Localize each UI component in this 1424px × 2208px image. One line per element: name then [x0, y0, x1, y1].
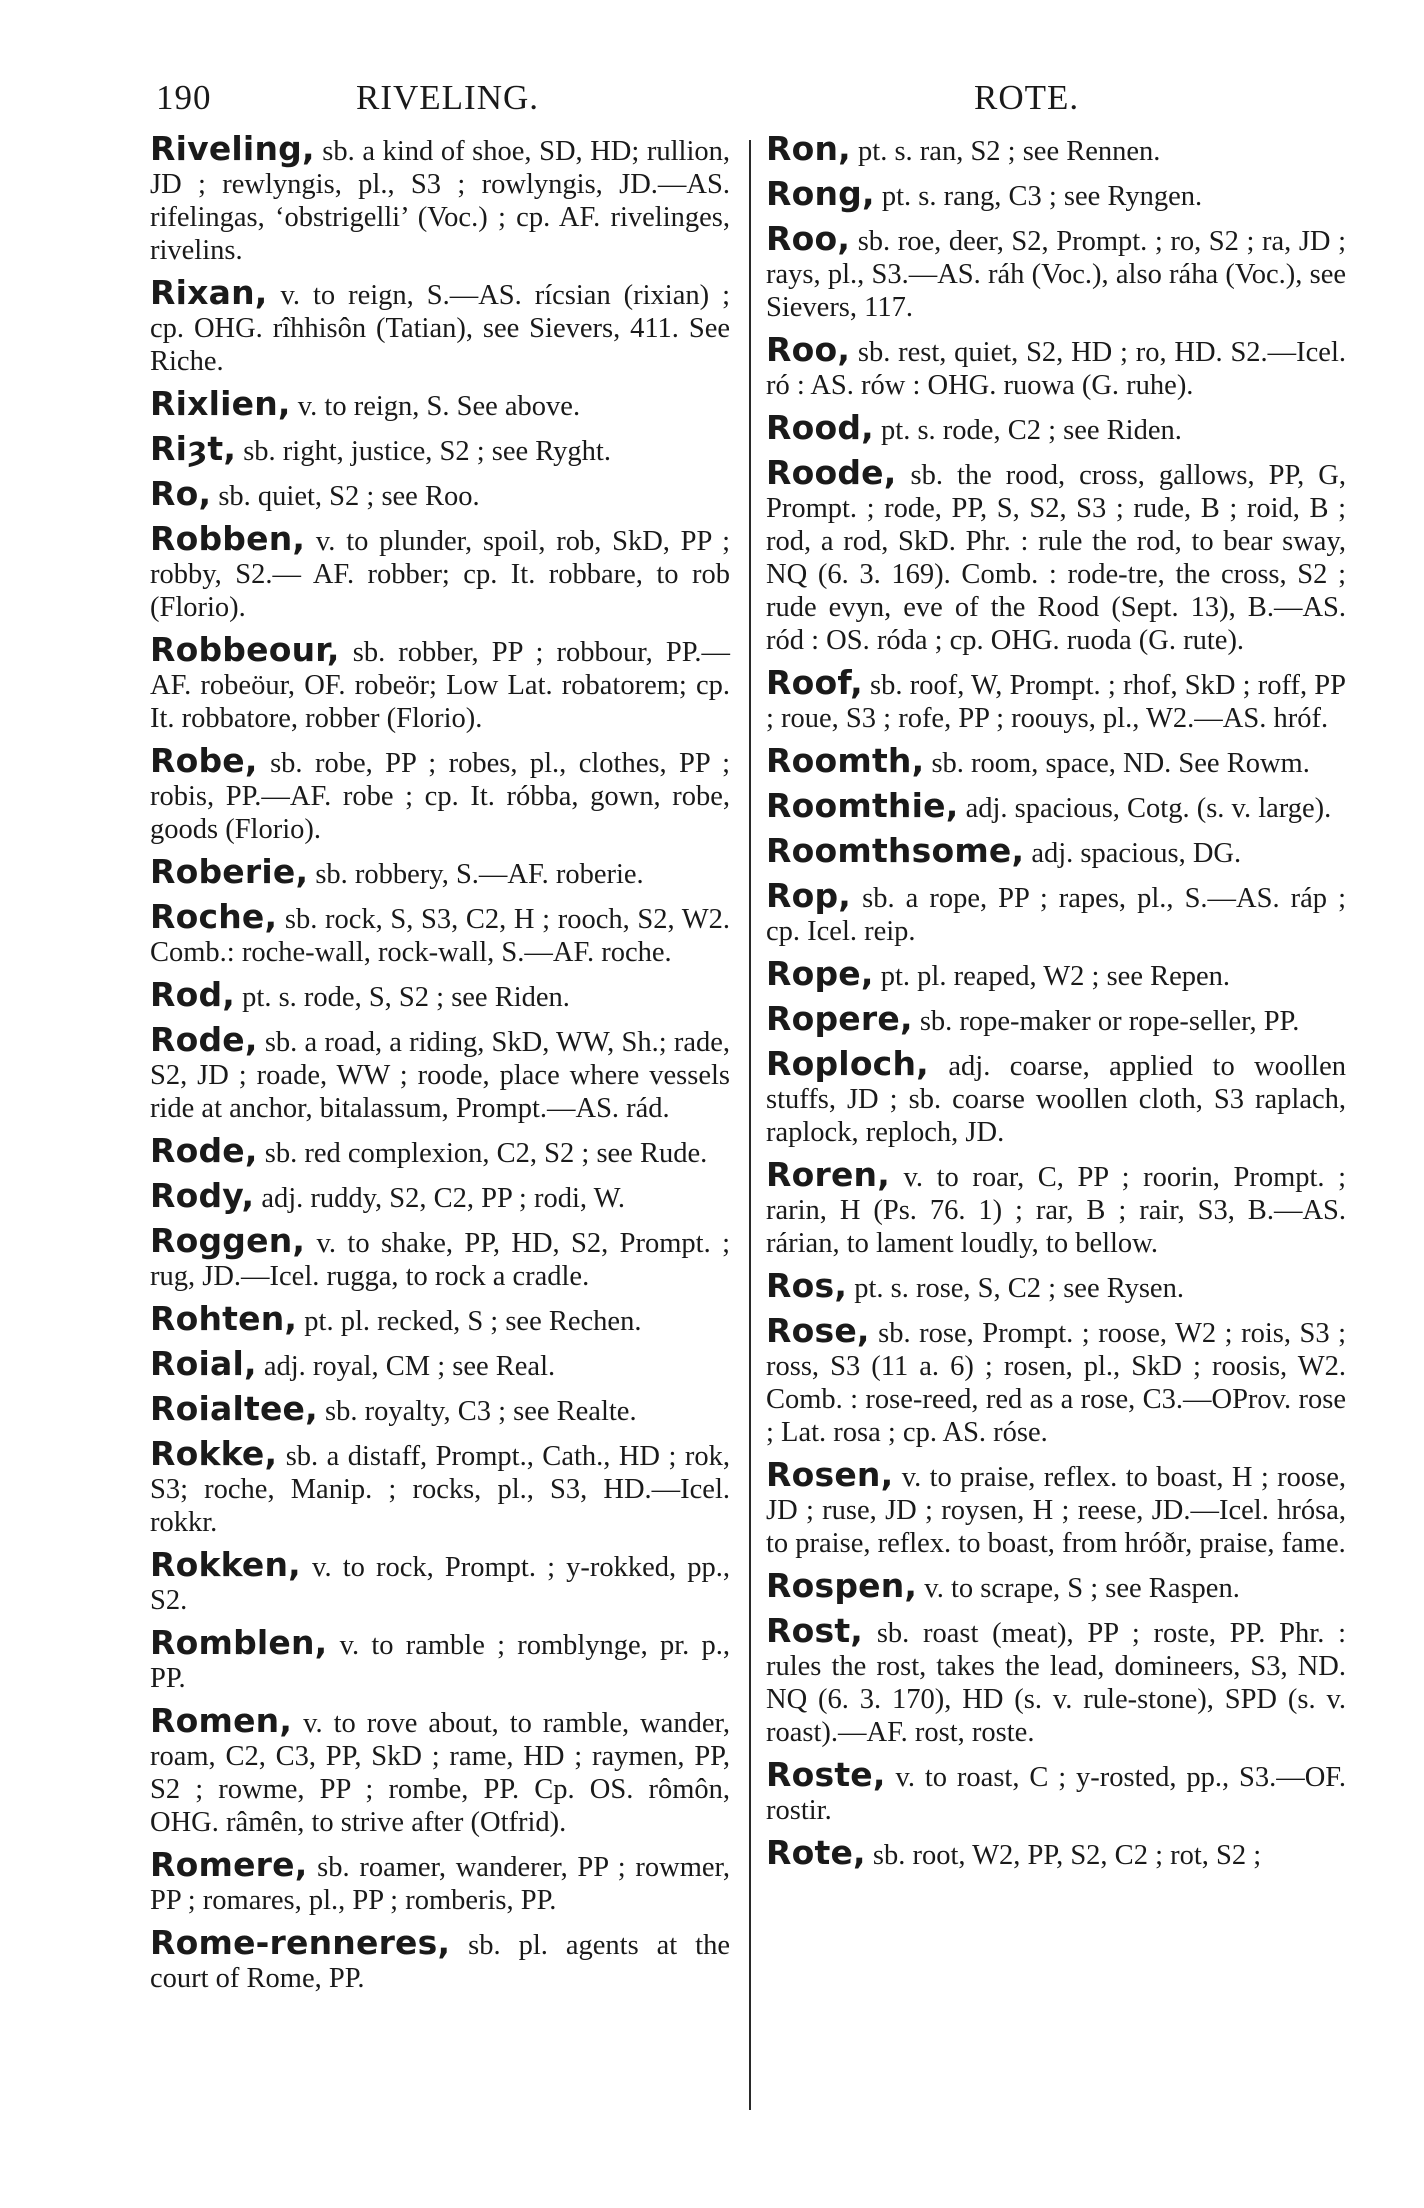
entry-definition: sb. right, justice, S2 ; see Ryght.: [243, 436, 611, 467]
entry-definition: sb. a road, a riding, SkD, WW, Sh.; rade, S2, JD ; roade, WW ; roode, place where vessels ride at anchor, bitalassum, Prompt.—AS. rád.: [150, 1027, 730, 1124]
entry-headword: Rood,: [766, 408, 874, 447]
entry-headword: Rope,: [766, 954, 874, 993]
entry-definition: sb. room, space, ND. See Rowm.: [931, 748, 1310, 779]
entry-headword: Roste,: [766, 1755, 886, 1794]
entry-headword: Rode,: [150, 1020, 258, 1059]
entry-headword: Rop,: [766, 876, 852, 915]
dictionary-entry: [766, 129, 1346, 168]
entry-definition: v. to roar, C, PP ; roorin, Prompt. ; rarin, H (Ps. 76. 1) ; rar, B ; rair, S3, B.—AS. rárian, to lament loudly, to bellow.: [766, 1162, 1347, 1259]
dictionary-entry: [766, 1455, 1347, 1560]
entry-headword: Roren,: [766, 1155, 890, 1194]
dictionary-entry: [150, 741, 731, 846]
dictionary-entry: [150, 474, 730, 513]
entry-headword: Roploch,: [766, 1044, 929, 1083]
right-column: [766, 129, 1347, 1881]
header-left-guide-word: RIVELING.: [356, 78, 539, 117]
dictionary-entry: [766, 831, 1346, 870]
entry-definition: pt. pl. reaped, W2 ; see Repen.: [880, 961, 1231, 992]
entry-definition: sb. rope-maker or rope-seller, PP.: [919, 1006, 1300, 1037]
dictionary-entry: [150, 975, 730, 1014]
dictionary-entry: [766, 741, 1346, 780]
entry-headword: Rote,: [766, 1833, 866, 1872]
dictionary-entry: [150, 1623, 731, 1695]
dictionary-entry: [766, 876, 1347, 948]
entry-headword: Roggen,: [150, 1221, 306, 1260]
entry-definition: v. to reign, S. See above.: [297, 391, 581, 422]
dictionary-entry: [766, 408, 1346, 447]
column-divider: [749, 140, 751, 2110]
dictionary-entry: [766, 219, 1347, 324]
dictionary-entry: [150, 1701, 730, 1839]
entry-definition: v. to shake, PP, HD, S2, Prompt. ; rug, JD.—Icel. rugga, to rock a cradle.: [150, 1228, 730, 1292]
dictionary-entry: [150, 519, 730, 624]
entry-definition: pt. s. rang, C3 ; see Ryngen.: [881, 181, 1203, 212]
entry-headword: Romere,: [150, 1845, 308, 1884]
entry-headword: Roial,: [150, 1344, 257, 1383]
entry-definition: adj. coarse, applied to woollen stuffs, JD ; sb. coarse woollen cloth, S3 raplach, raplock, reploch, JD.: [766, 1051, 1346, 1148]
entry-headword: Ro,: [150, 474, 212, 513]
entry-headword: Roo,: [766, 219, 851, 258]
entry-definition: sb. roe, deer, S2, Prompt. ; ro, S2 ; ra, JD ; rays, pl., S3.—AS. ráh (Voc.), also ráha (Voc.), see Sievers, 117.: [766, 226, 1347, 323]
entry-headword: Romblen,: [150, 1623, 328, 1662]
dictionary-entry: [766, 1266, 1346, 1305]
entry-headword: Rokke,: [150, 1434, 278, 1473]
entry-definition: v. to roast, C ; y-rosted, pp., S3.—OF. rostir.: [766, 1762, 1346, 1826]
dictionary-entry: [150, 1176, 730, 1215]
entry-headword: Riȝt,: [150, 429, 237, 468]
entry-headword: Rokken,: [150, 1545, 301, 1584]
dictionary-entry: [150, 897, 730, 969]
entry-definition: sb. roast (meat), PP ; roste, PP. Phr. : rules the rost, takes the lead, domineers, S3, ND. NQ (6. 3. 170), HD (s. v. rule-stone), SPD (s. v. roast).—AF. rost, roste.: [766, 1618, 1346, 1748]
dictionary-entry: [766, 1311, 1346, 1449]
dictionary-entry: [766, 453, 1346, 657]
entry-headword: Rody,: [150, 1176, 255, 1215]
entry-definition: pt. pl. recked, S ; see Rechen.: [304, 1306, 642, 1337]
entry-definition: v. to rock, Prompt. ; y-rokked, pp., S2.: [150, 1552, 731, 1616]
entry-headword: Roof,: [766, 663, 863, 702]
entry-definition: adj. spacious, DG.: [1031, 838, 1242, 869]
entry-definition: v. to praise, reflex. to boast, H ; roose, JD ; ruse, JD ; roysen, H ; reese, JD.—Icel. hrósa, to praise, reflex. to boast, from hróðr, praise, fame.: [766, 1462, 1347, 1559]
entry-headword: Rome-renneres,: [150, 1923, 451, 1962]
entry-headword: Ros,: [766, 1266, 848, 1305]
entry-headword: Rong,: [766, 174, 875, 213]
entry-headword: Roialtee,: [150, 1389, 318, 1428]
entry-headword: Ron,: [766, 129, 851, 168]
entry-definition: sb. pl. agents at the court of Rome, PP.: [150, 1930, 730, 1994]
dictionary-entry: [150, 1344, 730, 1383]
entry-headword: Rixan,: [150, 273, 268, 312]
entry-definition: v. to reign, S.—AS. rícsian (rixian) ; cp. OHG. rîhhisôn (Tatian), see Sievers, 411. See Riche.: [150, 280, 730, 377]
dictionary-entry: [150, 1434, 730, 1539]
entry-headword: Rost,: [766, 1611, 864, 1650]
dictionary-entry: [150, 630, 731, 735]
entry-headword: Rospen,: [766, 1566, 918, 1605]
entry-definition: v. to rove about, to ramble, wander, roam, C2, C3, PP, SkD ; rame, HD ; raymen, PP, S2 ; rowme, PP ; rombe, PP. Cp. OS. rômôn, OHG. râmên, to strive after (Otfrid).: [150, 1708, 730, 1838]
dictionary-entry: [150, 1845, 730, 1917]
entry-headword: Roode,: [766, 453, 897, 492]
entry-headword: Rose,: [766, 1311, 870, 1350]
dictionary-entry: [766, 1044, 1346, 1149]
entry-definition: sb. royalty, C3 ; see Realte.: [324, 1396, 637, 1427]
entry-definition: sb. robber, PP ; robbour, PP.—AF. robeöur, OF. robeör; Low Lat. robatorem; cp. It. robbatore, robber (Florio).: [150, 637, 731, 734]
dictionary-entry: [150, 1923, 730, 1995]
entry-definition: sb. red complexion, C2, S2 ; see Rude.: [264, 1138, 708, 1169]
entry-headword: Romen,: [150, 1701, 293, 1740]
entry-headword: Roche,: [150, 897, 278, 936]
entry-definition: adj. spacious, Cotg. (s. v. large).: [965, 793, 1332, 824]
entry-definition: sb. a distaff, Prompt., Cath., HD ; rok, S3; roche, Manip. ; rocks, pl., S3, HD.—Icel. rokkr.: [150, 1441, 730, 1538]
dictionary-entry: [150, 1131, 730, 1170]
dictionary-entry: [150, 1389, 730, 1428]
entry-headword: Riveling,: [150, 129, 315, 168]
entry-definition: sb. rest, quiet, S2, HD ; ro, HD. S2.—Icel. ró : AS. rów : OHG. ruowa (G. ruhe).: [766, 337, 1346, 401]
dictionary-entry: [150, 1020, 730, 1125]
header-right-guide-word: ROTE.: [974, 78, 1080, 117]
entry-definition: v. to plunder, spoil, rob, SkD, PP ; robby, S2.— AF. robber; cp. It. robbare, to rob (Florio).: [150, 526, 730, 623]
dictionary-entry: [766, 1833, 1346, 1872]
entry-definition: pt. s. rode, S, S2 ; see Riden.: [242, 982, 570, 1013]
entry-headword: Roberie,: [150, 852, 309, 891]
entry-definition: sb. rose, Prompt. ; roose, W2 ; rois, S3 ; ross, S3 (11 a. 6) ; rosen, pl., SkD ; roosis, W2. Comb. : rose-reed, red as a rose, C3.—OProv. rose ; Lat. rosa ; cp. AS. róse.: [766, 1318, 1346, 1448]
dictionary-entry: [150, 129, 731, 267]
entry-definition: sb. robe, PP ; robes, pl., clothes, PP ; robis, PP.—AF. robe ; cp. It. róbba, gown, robe, goods (Florio).: [150, 748, 731, 845]
dictionary-entry: [766, 1611, 1346, 1749]
dictionary-entry: [766, 174, 1346, 213]
entry-definition: sb. quiet, S2 ; see Roo.: [218, 481, 480, 512]
entry-definition: adj. royal, CM ; see Real.: [263, 1351, 556, 1382]
entry-definition: sb. rock, S, S3, C2, H ; rooch, S2, W2. Comb.: roche-wall, rock-wall, S.—AF. roche.: [150, 904, 730, 968]
entry-definition: sb. root, W2, PP, S2, C2 ; rot, S2 ;: [872, 1840, 1262, 1871]
entry-headword: Roomth,: [766, 741, 925, 780]
dictionary-entry: [766, 663, 1346, 735]
entry-definition: sb. a kind of shoe, SD, HD; rullion, JD ; rewlyngis, pl., S3 ; rowlyngis, JD.—AS. rifelingas, ‘obstrigelli’ (Voc.) ; cp. AF. rivelinges, rivelins.: [150, 136, 731, 266]
page-number: 190: [156, 78, 212, 117]
dictionary-entry: [150, 429, 730, 468]
entry-definition: sb. roof, W, Prompt. ; rhof, SkD ; roff, PP ; roue, S3 ; rofe, PP ; roouys, pl., W2.—AS. hróf.: [766, 670, 1346, 734]
entry-definition: pt. s. rode, C2 ; see Riden.: [881, 415, 1182, 446]
dictionary-entry: [766, 1155, 1347, 1260]
dictionary-entry: [766, 954, 1346, 993]
dictionary-entry: [150, 1221, 730, 1293]
entry-definition: sb. the rood, cross, gallows, PP, G, Prompt. ; rode, PP, S, S2, S3 ; rude, B ; roid, B ; rod, a rod, SkD. Phr. : rule the rod, to bear sway, NQ (6. 3. 169). Comb. : rode-tre, the cross, S2 ; rude evyn, eve of the Rood (Sept. 13), B.—AS. ród : OS. róda ; cp. OHG. ruoda (G. rute).: [766, 460, 1346, 656]
entry-headword: Ropere,: [766, 999, 913, 1038]
entry-headword: Rod,: [150, 975, 236, 1014]
dictionary-entry: [150, 852, 730, 891]
entry-definition: adj. ruddy, S2, C2, PP ; rodi, W.: [261, 1183, 626, 1214]
entry-headword: Roo,: [766, 330, 851, 369]
entry-headword: Robe,: [150, 741, 258, 780]
entry-definition: pt. s. rose, S, C2 ; see Rysen.: [854, 1273, 1184, 1304]
entry-headword: Roomthie,: [766, 786, 959, 825]
dictionary-entry: [766, 1566, 1346, 1605]
entry-headword: Robben,: [150, 519, 306, 558]
entry-headword: Rohten,: [150, 1299, 298, 1338]
entry-definition: pt. s. ran, S2 ; see Rennen.: [858, 136, 1161, 167]
entry-definition: v. to ramble ; romblynge, pr. p., PP.: [150, 1630, 731, 1694]
entry-definition: sb. a rope, PP ; rapes, pl., S.—AS. ráp ; cp. Icel. reip.: [766, 883, 1347, 947]
entry-definition: v. to scrape, S ; see Raspen.: [924, 1573, 1240, 1604]
dictionary-entry: [766, 999, 1346, 1038]
entry-definition: sb. robbery, S.—AF. roberie.: [315, 859, 644, 890]
dictionary-entry: [766, 1755, 1346, 1827]
entry-headword: Rosen,: [766, 1455, 894, 1494]
dictionary-entry: [150, 1545, 731, 1617]
dictionary-entry: [150, 273, 730, 378]
entry-headword: Robbeour,: [150, 630, 340, 669]
dictionary-entry: [150, 1299, 730, 1338]
left-column: [150, 129, 731, 2004]
dictionary-entry: [150, 384, 730, 423]
dictionary-entry: [766, 786, 1346, 825]
entry-definition: sb. roamer, wanderer, PP ; rowmer, PP ; romares, pl., PP ; romberis, PP.: [150, 1852, 730, 1916]
entry-headword: Rode,: [150, 1131, 258, 1170]
running-header: [156, 78, 1308, 130]
dictionary-entry: [766, 330, 1346, 402]
entry-headword: Roomthsome,: [766, 831, 1025, 870]
entry-headword: Rixlien,: [150, 384, 291, 423]
